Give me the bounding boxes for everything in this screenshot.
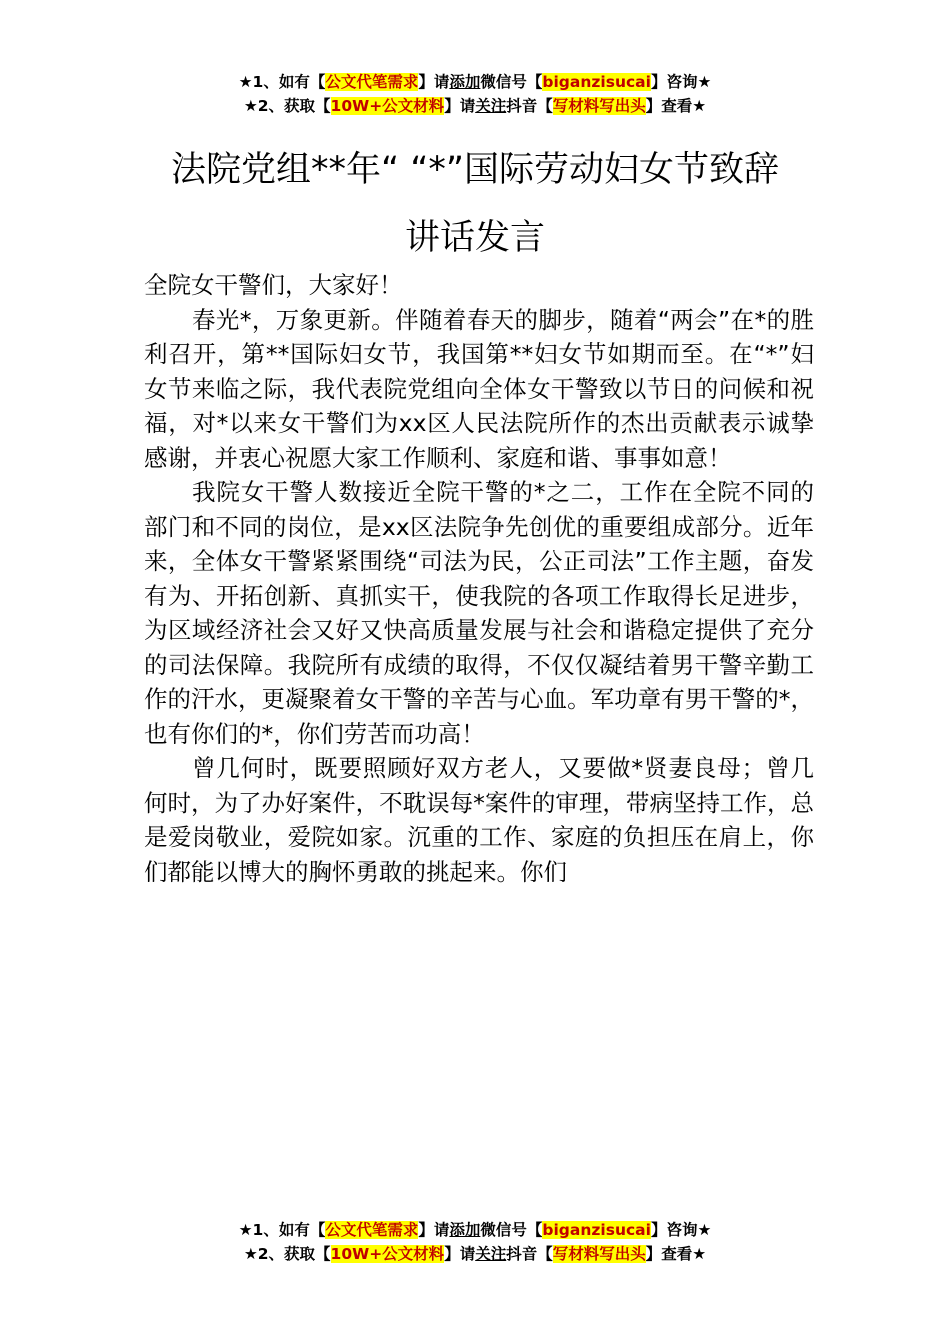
banner-text: 微信号【 (480, 1221, 543, 1239)
banner-text: ★1、如有【 (238, 1221, 326, 1239)
banner-highlight: biganzisucai (542, 73, 651, 91)
banner-text: ★1、如有【 (238, 73, 326, 91)
greeting: 全院女干警们，大家好！ (144, 271, 403, 299)
banner-text: 】咨询★ (650, 1221, 712, 1239)
banner-text: 微信号【 (480, 73, 543, 91)
banner-text: ★2、获取【 (243, 1245, 331, 1263)
document-title-line-1: 法院党组**年“ “*”国际劳动妇女节致辞 (170, 150, 780, 190)
banner-text: 抖音【 (506, 97, 553, 115)
banner-highlight: 公文代笔需求 (325, 1221, 419, 1239)
banner-line-2 (0, 94, 950, 118)
document-title-line-2: 讲话发言 (404, 218, 545, 258)
header-banner (0, 70, 950, 118)
banner-line-1 (0, 1218, 950, 1242)
body-paragraph-1: 春光*，万象更新。伴随着春天的脚步，随着“两会”在*的胜利召开，第**国际妇女节，我国第**妇女节如期而至。在“*”妇女节来临之际，我代表院党组向全体女干警致以节日的问候和祝福，对*以来女干警们为xx区人民法院所作的杰出贡献表示诚挚感谢，并衷心祝愿大家工作顺利、家庭和谐、事事如意！ (144, 305, 814, 472)
banner-text: 】请 (418, 1221, 450, 1239)
banner-underline: 关注 (475, 1245, 507, 1263)
banner-text: 抖音【 (506, 1245, 553, 1263)
banner-text: ★2、获取【 (243, 97, 331, 115)
banner-highlight: 10W+公文材料 (330, 1245, 445, 1263)
banner-highlight: 写材料写出头 (552, 1245, 646, 1263)
banner-text: 】请 (418, 73, 450, 91)
footer-banner (0, 1218, 950, 1266)
banner-line-1 (0, 70, 950, 94)
banner-highlight: 10W+公文材料 (330, 97, 445, 115)
banner-underline: 添加 (449, 73, 481, 91)
banner-text: 】查看★ (645, 97, 707, 115)
banner-text: 】查看★ (645, 1245, 707, 1263)
body-paragraph-2: 我院女干警人数接近全院干警的*之二，工作在全院不同的部门和不同的岗位，是xx区法院争先创优的重要组成部分。近年来，全体女干警紧紧围绕“司法为民，公正司法”工作主题，奋发有为、开拓创新、真抓实干，使我院的各项工作取得长足进步，为区域经济社会又好又快高质量发展与社会和谐稳定提供了充分的司法保障。我院所有成绩的取得，不仅仅凝结着男干警辛勤工作的汗水，更凝聚着女干警的辛苦与心血。军功章有男干警的*，也有你们的*，你们劳苦而功高！ (144, 478, 814, 748)
banner-highlight: 公文代笔需求 (325, 73, 419, 91)
banner-highlight: 写材料写出头 (552, 97, 646, 115)
banner-underline: 关注 (475, 97, 507, 115)
banner-highlight: biganzisucai (542, 1221, 651, 1239)
document-body (144, 268, 814, 889)
banner-line-2 (0, 1242, 950, 1266)
banner-text: 】咨询★ (650, 73, 712, 91)
banner-text: 】请 (444, 97, 476, 115)
body-paragraph-3: 曾几何时，既要照顾好双方老人，又要做*贤妻良母；曾几何时，为了办好案件，不耽误每*案件的审理，带病坚持工作，总是爱岗敬业，爱院如家。沉重的工作、家庭的负担压在肩上，你们都能以博大的胸怀勇敢的挑起来。你们 (144, 754, 814, 886)
banner-text: 】请 (444, 1245, 476, 1263)
banner-underline: 添加 (449, 1221, 481, 1239)
